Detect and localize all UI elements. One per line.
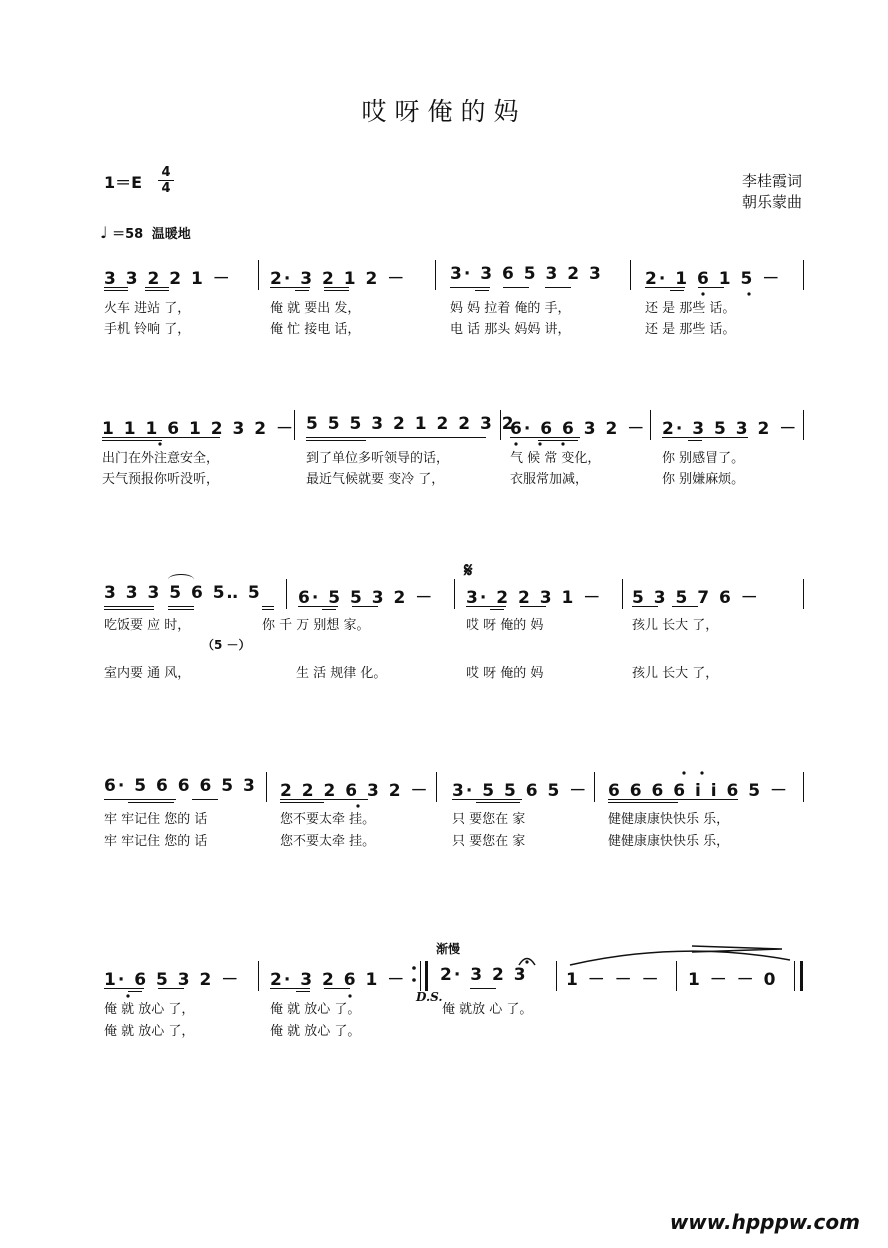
lyric-line: 牢 牢记住 您的 话: [104, 834, 208, 849]
measure-4-4: 6 6 6 6 i i 6 5 －: [608, 781, 789, 801]
lyric-line: 还 是 那些 话。: [645, 322, 736, 337]
time-signature-bottom: 4: [161, 181, 171, 196]
measure-2-4: 2· 3 5 3 2 －: [662, 419, 799, 439]
measure-2-2: 5 5 5 3 2 1 2 2 3 2: [306, 414, 516, 434]
measure-5-3: 2· 3 2 3: [440, 965, 528, 985]
lyric-line: 你 别感冒了。: [662, 451, 745, 466]
interlude: （5 －）: [202, 638, 251, 652]
lyric-line: 牢 牢记住 您的 话: [104, 812, 208, 827]
quarter-note-icon: ♩: [100, 223, 108, 242]
measure-3-2: 6· 5 5 3 2 －: [298, 588, 435, 608]
measure-3-3: 3· 2 2 3 1 －: [466, 588, 603, 608]
lyric-line: 生 活 规律 化。: [296, 666, 387, 681]
measure-4-2: 2 2 2 6 3 2 －: [280, 781, 430, 801]
lyric-line: 俺 就放 心 了。: [442, 1002, 533, 1017]
measure-4-3: 3· 5 5 6 5 －: [452, 781, 589, 801]
lyric-line: 俺 忙 接电 话，: [270, 322, 361, 337]
lyric-line: 气 候 常 变化，: [510, 451, 601, 466]
lyric-line: 电 话 那头 妈妈 讲，: [450, 322, 571, 337]
measure-5-4: 1 － － －: [566, 970, 661, 990]
lyric-line: 您不要太牵 挂。: [280, 834, 376, 849]
lyric-line: 健健康康快快乐 乐，: [608, 834, 730, 849]
lyric-line: 您不要太牵 挂。: [280, 812, 376, 827]
lyricist-credit: 李桂霞词: [741, 172, 802, 190]
lyric-line: 哎 呀 俺的 妈: [466, 666, 544, 681]
lyric-line: 你 千 万 别想 家。: [262, 618, 370, 633]
lyric-line: 俺 就 放心 了。: [270, 1024, 361, 1039]
lyric-line: 吃饭要 应 时，: [104, 618, 191, 633]
lyric-line: 哎 呀 俺的 妈: [466, 618, 544, 633]
time-signature-top: 4: [161, 165, 171, 180]
diminuendo-mark: [692, 946, 782, 952]
lyric-line: 俺 就 放心 了，: [104, 1024, 195, 1039]
lyric-line: 室内要 通 风，: [104, 666, 191, 681]
key-signature: 1＝E: [104, 173, 143, 192]
tie-mark: [570, 951, 790, 965]
lyric-line: 只 要您在 家: [452, 834, 526, 849]
lyric-line: 还 是 那些 话。: [645, 301, 736, 316]
dal-segno-marking: D.S.: [416, 990, 443, 1004]
watermark: www.hpppw.com: [669, 1210, 860, 1234]
measure-1-3: 3· 3 6 5 3 2 3: [450, 264, 603, 284]
lyric-line: 手机 铃响 了，: [104, 322, 191, 337]
segno-sign: 𝄋: [464, 558, 473, 582]
lyric-line: 火车 进站 了，: [104, 301, 191, 316]
lyric-line: 俺 就 放心 了。: [270, 1002, 361, 1017]
tempo-bpm: ＝58: [112, 227, 144, 242]
measure-5-1: 1· 6 5 3 2 －: [104, 970, 241, 990]
lyric-line: 俺 就 要出 发，: [270, 301, 361, 316]
tempo-expression: 温暖地: [151, 227, 191, 242]
measure-2-3: 6· 6 6 3 2 －: [510, 419, 647, 439]
composer-credit: 朝乐蒙曲: [741, 193, 802, 211]
song-title: 哎呀俺的妈: [361, 97, 527, 126]
lyric-line: 孩儿 长大 了，: [632, 666, 719, 681]
measure-1-2: 2· 3 2 1 2 －: [270, 269, 407, 289]
measure-3-4: 5 3 5 7 6 －: [632, 588, 760, 608]
lyric-line: 天气预报你听没听，: [102, 472, 220, 487]
measure-3-1: 3 3 3 5 6 5‥ 5: [104, 583, 262, 603]
lyric-line: 妈 妈 拉着 俺的 手，: [450, 301, 571, 316]
lyric-line: 俺 就 放心 了，: [104, 1002, 195, 1017]
lyric-line: 孩儿 长大 了，: [632, 618, 719, 633]
lyric-line: 只 要您在 家: [452, 812, 526, 827]
measure-1-4: 2· 1 6 1 5 －: [645, 269, 782, 289]
lyric-line: 衣服常加减，: [510, 472, 589, 487]
measure-5-2: 2· 3 2 6 1 －: [270, 970, 407, 990]
lyric-line: 健健康康快快乐 乐，: [608, 812, 730, 827]
measure-2-1: 1 1 1 6 1 2 3 2 －: [102, 419, 295, 439]
measure-1-1: 3 3 2 2 1 －: [104, 269, 232, 289]
measure-5-5: 1 － － 0: [688, 970, 778, 990]
lyric-line: 你 别嫌麻烦。: [662, 472, 745, 487]
measure-4-1: 6· 5 6 6 6 5 3: [104, 776, 257, 796]
lyric-line: 到了单位多听领导的话，: [306, 451, 450, 466]
lyric-line: 出门在外注意安全，: [102, 451, 220, 466]
ritardando-marking: 渐慢: [436, 942, 461, 956]
lyric-line: 最近气候就要 变冷 了，: [306, 472, 445, 487]
